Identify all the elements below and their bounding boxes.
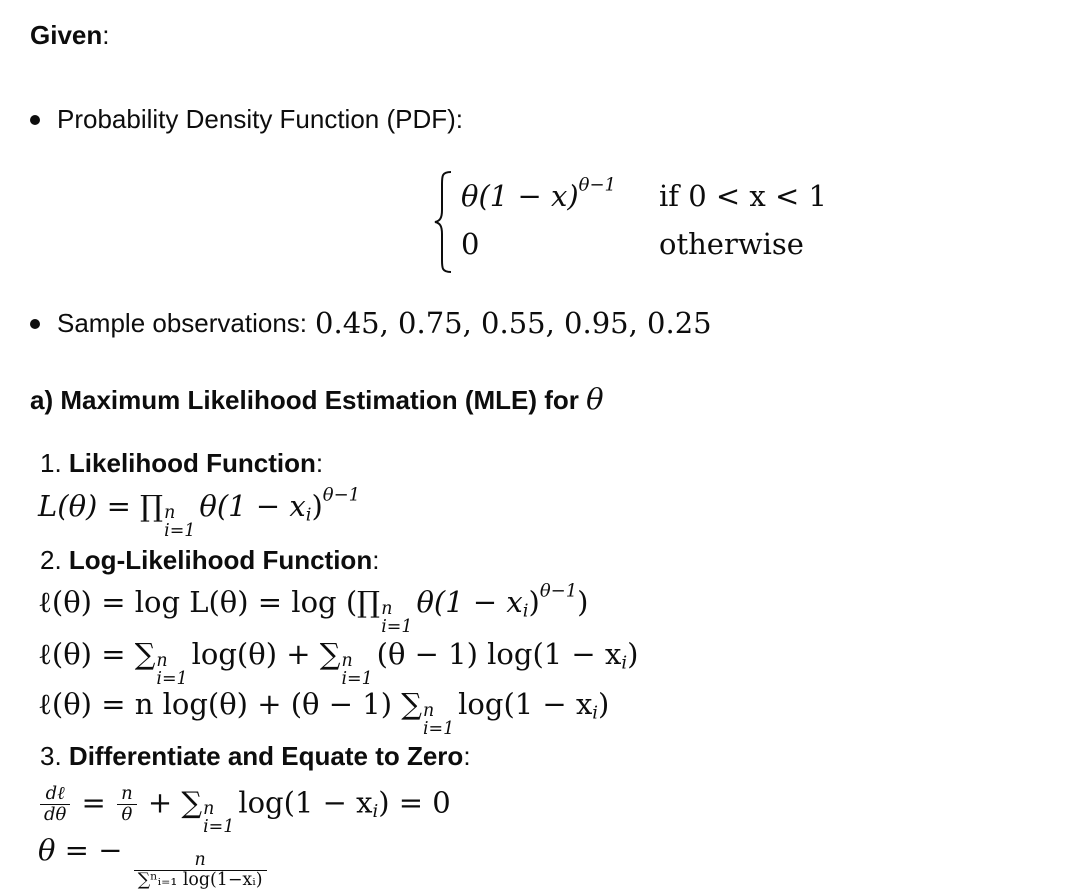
product-limits xyxy=(381,600,412,637)
eq-exponent: θ−1 xyxy=(539,580,578,602)
eq-subscript: i xyxy=(372,800,379,822)
step-title: Log-Likelihood Function xyxy=(68,545,373,575)
sum-limits xyxy=(203,800,234,837)
given-heading-colon: : xyxy=(102,20,110,50)
frac-denominator: ∑ⁿᵢ₌₁ log(1−xᵢ) xyxy=(137,870,263,891)
upper-limit: n xyxy=(341,650,353,671)
step-title: Likelihood Function xyxy=(68,448,316,478)
frac-denominator: θ xyxy=(121,803,133,825)
bullet-dot xyxy=(30,319,40,329)
log-likelihood-equation-3 xyxy=(38,687,610,739)
theta-solution-equation xyxy=(38,833,269,891)
eq-subscript: i xyxy=(522,600,529,622)
sum-limits xyxy=(341,652,372,689)
pdf-bullet-label: Probability Density Function (PDF): xyxy=(57,104,464,134)
sample-bullet xyxy=(30,308,712,339)
eq-part: log(1 − x xyxy=(238,785,373,820)
step-colon: : xyxy=(315,448,324,478)
eq-part: L(θ) = ∏ xyxy=(38,489,164,523)
upper-limit: n xyxy=(164,502,176,523)
given-heading-text: Given xyxy=(30,20,103,50)
step-title: Differentiate and Equate to Zero xyxy=(68,741,464,771)
lower-limit: i=1 xyxy=(156,669,188,689)
part-a-heading-text: a) Maximum Likelihood Estimation (MLE) for xyxy=(30,385,579,415)
product-limits xyxy=(164,504,195,541)
pdf-case2-condition: otherwise xyxy=(659,227,804,261)
part-a-heading xyxy=(30,382,604,416)
eq-part: ℓ(θ) = log L(θ) = log (∏ xyxy=(38,585,381,619)
eq-part: ) = 0 xyxy=(378,785,451,820)
eq-part: (θ − 1) log(1 − x xyxy=(376,637,622,671)
upper-limit: n xyxy=(203,799,215,820)
derivative-equation xyxy=(38,784,451,837)
frac-numerator: dℓ xyxy=(45,783,65,804)
given-heading xyxy=(30,20,109,51)
eq-subscript: i xyxy=(305,504,312,526)
sum-limits xyxy=(156,652,187,689)
upper-limit: n xyxy=(156,650,168,671)
step-number: 3. xyxy=(40,741,62,771)
pdf-piecewise-equation xyxy=(433,170,853,276)
sum-limits xyxy=(423,702,454,739)
lower-limit: i=1 xyxy=(381,617,413,637)
eq-exponent: θ−1 xyxy=(322,484,361,506)
lower-limit: i=1 xyxy=(341,669,373,689)
step-1-heading xyxy=(40,448,323,479)
lower-limit: i=1 xyxy=(422,719,455,739)
eq-part: ℓ(θ) = n log(θ) + (θ − 1) ∑ xyxy=(38,687,422,721)
eq-part: ) xyxy=(528,585,540,619)
step-number: 2. xyxy=(40,545,62,575)
pdf-bullet xyxy=(30,104,463,135)
step-number: 1. xyxy=(40,448,62,478)
eq-part: log(θ) + ∑ xyxy=(191,637,341,671)
bullet-dot xyxy=(30,115,40,125)
pdf-case1-body: θ(1 − x) xyxy=(461,179,579,213)
part-a-theta-symbol: θ xyxy=(586,382,604,416)
eq-subscript: i xyxy=(621,652,628,674)
step-2-heading xyxy=(40,545,379,576)
eq-part: ℓ(θ) = ∑ xyxy=(38,637,156,671)
sample-values: 0.45, 0.75, 0.55, 0.95, 0.25 xyxy=(315,306,712,340)
eq-part: θ(1 − x xyxy=(416,585,523,619)
pdf-case1-expression xyxy=(461,174,616,213)
frac-numerator: n xyxy=(194,850,206,871)
eq-part: log(1 − x xyxy=(458,687,593,721)
theta-solution-fraction xyxy=(136,851,265,890)
upper-limit: n xyxy=(381,598,393,619)
eq-subscript: i xyxy=(592,702,599,724)
eq-part: θ = − xyxy=(38,833,123,867)
frac-numerator: n xyxy=(121,783,133,804)
eq-part: = xyxy=(81,785,106,820)
eq-part: ) xyxy=(311,489,323,523)
step-3-heading xyxy=(40,741,471,772)
n-over-theta-fraction xyxy=(119,784,135,825)
sample-label: Sample observations: xyxy=(57,308,308,338)
curly-brace-icon xyxy=(433,170,455,274)
upper-limit: n xyxy=(422,700,435,721)
pdf-case2-expression: 0 xyxy=(461,227,480,261)
eq-part: ) xyxy=(577,585,589,619)
lower-limit: i=1 xyxy=(203,817,235,838)
step-colon: : xyxy=(463,741,471,771)
log-likelihood-equation-1 xyxy=(38,580,589,637)
lower-limit: i=1 xyxy=(164,521,196,541)
frac-denominator: dθ xyxy=(44,803,67,825)
log-likelihood-equation-2 xyxy=(38,637,639,689)
eq-part: ) xyxy=(627,637,639,671)
pdf-case1-exponent: θ−1 xyxy=(578,174,616,196)
likelihood-equation xyxy=(38,484,361,541)
eq-part: θ(1 − x xyxy=(199,489,306,523)
derivative-fraction xyxy=(42,784,68,825)
pdf-case1-condition: if 0 < x < 1 xyxy=(659,179,827,213)
eq-part: + ∑ xyxy=(147,785,203,820)
eq-part: ) xyxy=(598,687,610,721)
step-colon: : xyxy=(372,545,380,575)
